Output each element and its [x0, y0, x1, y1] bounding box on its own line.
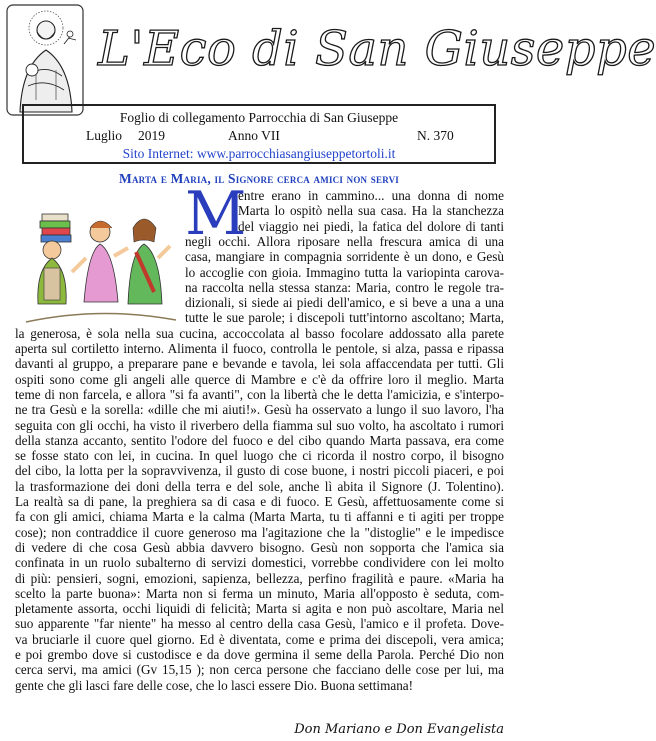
article-line: lo accoglie con gioia. Immagino tutta la variopinta carova- [185, 264, 504, 280]
article-line: cose); non contraddice il cuore generoso ma l'agitazione che la "distoglie" e le impedisce [15, 524, 504, 540]
article-line: del cibo, la lotta per la sopravvivenza, il gusto di cose buone, i nostri piccoli piaceri, e poi [15, 463, 504, 479]
article-line: cerca servi, ma amici (Gv 15,15 ); non cerca persone che facciano delle cose per lui, ma [15, 662, 504, 678]
issue-year: 2019 [138, 128, 165, 143]
article-line: Marta lo ospitò nella sua casa. Ha la stanchezza [238, 203, 504, 219]
article-line: seguita con gli occhi, ha visto il riverbero della fiamma sul suo volto, ha ascoltato i rumori [15, 417, 504, 433]
website-link[interactable]: Sito Internet: www.parrocchiasangiuseppetortoli.it [122, 146, 396, 161]
article-line: della stanza accanto, sentito l'odore del fuoco e del cibo quando Marta passava, era come [15, 432, 504, 448]
issue-info-row [24, 128, 494, 144]
article-line: la generosa, è sola nella sua cucina, accoccolata al basso focolare addossato alla parete [15, 325, 504, 341]
issue-volume: Anno VII [228, 128, 280, 143]
drop-cap-letter: M [185, 179, 247, 249]
article-line: na raccolta nella stessa stanza: Maria, contro le regole tra- [185, 279, 504, 295]
article-line: suo apparente "far niente" ha messo al centro della casa Gesù, l'amico e il profeta. Dove- [15, 616, 504, 632]
article-line: entre erano in cammino... una donna di nome [238, 188, 504, 203]
article-line: scelto la parte buona»: Marta non si ferma un minuto, Maria all'opposto è seduta, com- [15, 585, 504, 601]
marta-maria-illustration [20, 192, 180, 327]
article-line: del viaggio nei piedi, la fatica del dolore di tanti [238, 218, 504, 234]
article-line: davanti al gruppo, a preparare pane e bevande e tavola, lei sola affaccendata per tutti. Gli [15, 356, 504, 372]
article-line: teme di non farcela, e allora "si fa avanti", con la libertà che le detta l'amicizia, e s'interpo- [15, 386, 504, 402]
article-line: di vedere di che cosa Gesù abbia davvero bisogno. Gesù non sopporta che l'amica sia [15, 539, 504, 555]
issue-number: N. 370 [417, 128, 454, 143]
article-line: negli occhi. Allora riposare nella frescura amica di una [185, 233, 504, 249]
article-line: ospiti sono come gli angeli alle querce di Mambre e c'è da offrire loro il meglio. Marta [15, 371, 504, 387]
masthead-title: L'Eco di San Giuseppe [98, 21, 656, 77]
article-line: fa con gli amici, chiama Marta e la calma (Marta Marta, tu ti affanni e ti agiti per troppe [15, 509, 504, 525]
article-line: la trasformazione dei doni della terra e del sole, anche lì abita il Signore (J. Tolentino). [15, 478, 504, 494]
article-line: pletamente assorta, occhi liquidi di felicità; Marta si agita e non può ascoltare, Maria nel [15, 601, 504, 617]
article-line: dizionali, si siede ai piedi dell'amico, e si beve a una a una [185, 295, 504, 311]
article-line: e poi grembo dove si custodisce e da dove germina il seme della Parola. Perché Dio non [15, 647, 504, 662]
article-signature: Don Mariano e Don Evangelista [294, 722, 504, 737]
article-line: se fosse stato con lei, in cucina. In quel luogo che ci ricorda il nostro corpo, il bisogno [15, 448, 504, 464]
saint-joseph-illustration [6, 4, 84, 116]
parish-subtitle: Foglio di collegamento Parrocchia di San Giuseppe [119, 110, 399, 125]
article-line: confinata in un ruolo subalterno di servizi domestici, vorrebbe condividere con lei molto [15, 555, 504, 571]
article-line: di più: pensieri, sogni, emozioni, sapienza, bellezza, perfino fragilità e paure. «Maria ha [15, 570, 504, 586]
article-line: aperta sul cortiletto interno. Alimenta il fuoco, controlla le pentole, si alza, passa e ripassa [15, 341, 504, 356]
article-line: va bruciarle il cuore quel giorno. Ed è diventata, come e prima dei discepoli, vera amica; [15, 631, 504, 647]
article-title: Marta e Maria, il Signore cerca amici non servi [119, 171, 399, 186]
issue-month: Luglio [86, 128, 122, 143]
article-line: gente che gli lasci fare delle cose, che lo lasci essere Dio. Buona settimana! [15, 677, 414, 693]
article-line: casa, mangiare in compagnia sorridente è un dono, e Gesù [185, 249, 504, 265]
masthead-info-box [22, 104, 496, 164]
article-line: La realtà sa di pane, la preghiera sa di casa e di fuoco. E Gesù, affettuosamente come si [15, 494, 504, 509]
article-line: ne tra Gesù e la sorella: «dille che mi aiuti!». Gesù ha osservato a lungo il suo lavoro, l'ha [15, 402, 504, 418]
article-line: tutte le sue parole; i discepoli tutt'intorno ascoltano; Marta, [185, 310, 504, 326]
